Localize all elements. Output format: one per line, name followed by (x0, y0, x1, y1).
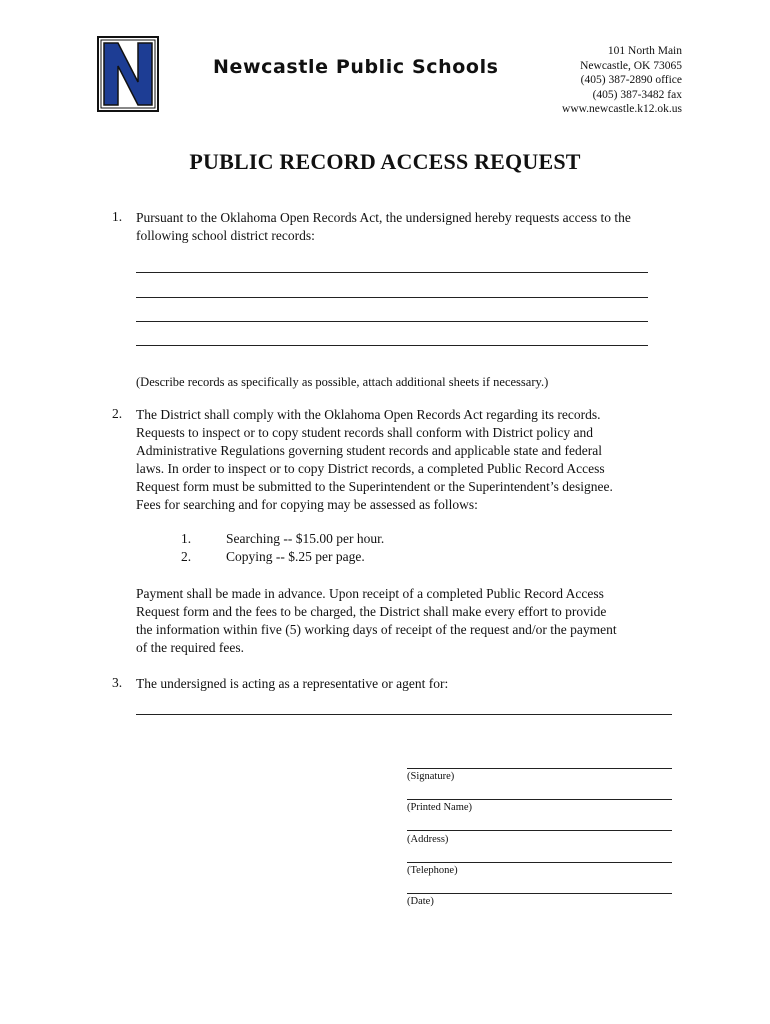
date-line[interactable] (407, 893, 672, 894)
telephone-label: (Telephone) (407, 865, 458, 876)
fee-number: 1. (181, 531, 192, 546)
section3-text: The undersigned is acting as a representative or agent for: (136, 676, 449, 691)
form-title: PUBLIC RECORD ACCESS REQUEST (189, 149, 581, 174)
representative-blank-line[interactable] (136, 714, 672, 715)
printed-name-label: (Printed Name) (407, 802, 473, 813)
payment-line: the information within five (5) working days of receipt of the request and/or the payment (136, 622, 617, 637)
contact-website: www.newcastle.k12.ok.us (562, 103, 682, 115)
records-blank-line-3[interactable] (136, 321, 648, 322)
section3-number: 3. (112, 675, 123, 690)
section1-line: Pursuant to the Oklahoma Open Records Act, the undersigned hereby requests access to the (136, 210, 631, 225)
address-line[interactable] (407, 830, 672, 831)
section1-note: (Describe records as specifically as possible, attach additional sheets if necessary.) (136, 375, 549, 389)
section2-line: Request form must be submitted to the Superintendent or the Superintendent’s designee. (136, 479, 613, 494)
section2-line: Administrative Regulations governing student records and applicable state and federal (136, 443, 602, 458)
payment-line: of the required fees. (136, 640, 244, 655)
section1-line: following school district records: (136, 228, 315, 243)
contact-block (562, 44, 682, 117)
telephone-line[interactable] (407, 862, 672, 863)
contact-city: Newcastle, OK 73065 (580, 59, 682, 72)
fee-copying: Copying -- $.25 per page. (226, 549, 365, 564)
section2-line: The District shall comply with the Oklahoma Open Records Act regarding its records. (136, 407, 601, 422)
fee-number: 2. (181, 549, 192, 564)
records-blank-line-1[interactable] (136, 272, 648, 273)
section1-number: 1. (112, 209, 123, 224)
section2-line: laws. In order to inspect or to copy District records, a completed Public Record Access (136, 461, 605, 476)
section2-line: Requests to inspect or to copy student records shall conform with District policy and (136, 425, 594, 440)
payment-line: Payment shall be made in advance. Upon receipt of a completed Public Record Access (136, 586, 604, 601)
fee-searching: Searching -- $15.00 per hour. (226, 531, 385, 546)
signature-line[interactable] (407, 768, 672, 769)
payment-text (136, 585, 617, 657)
section2-line: Fees for searching and for copying may be assessed as follows: (136, 497, 478, 512)
school-name: Newcastle Public Schools (213, 56, 499, 78)
payment-line: Request form and the fees to be charged, the District shall make every effort to provide (136, 604, 607, 619)
contact-phone: (405) 387-2890 office (580, 74, 682, 86)
records-blank-line-4[interactable] (136, 345, 648, 346)
address-label: (Address) (407, 834, 449, 845)
records-blank-line-2[interactable] (136, 297, 648, 298)
printed-name-line[interactable] (407, 799, 672, 800)
section2-number: 2. (112, 406, 123, 421)
section1-text (136, 209, 631, 245)
section2-text (136, 406, 613, 514)
signature-label: (Signature) (407, 771, 455, 782)
school-logo-icon (97, 36, 159, 112)
date-label: (Date) (407, 896, 434, 907)
contact-address: 101 North Main (607, 45, 682, 57)
contact-fax: (405) 387-3482 fax (592, 88, 682, 101)
